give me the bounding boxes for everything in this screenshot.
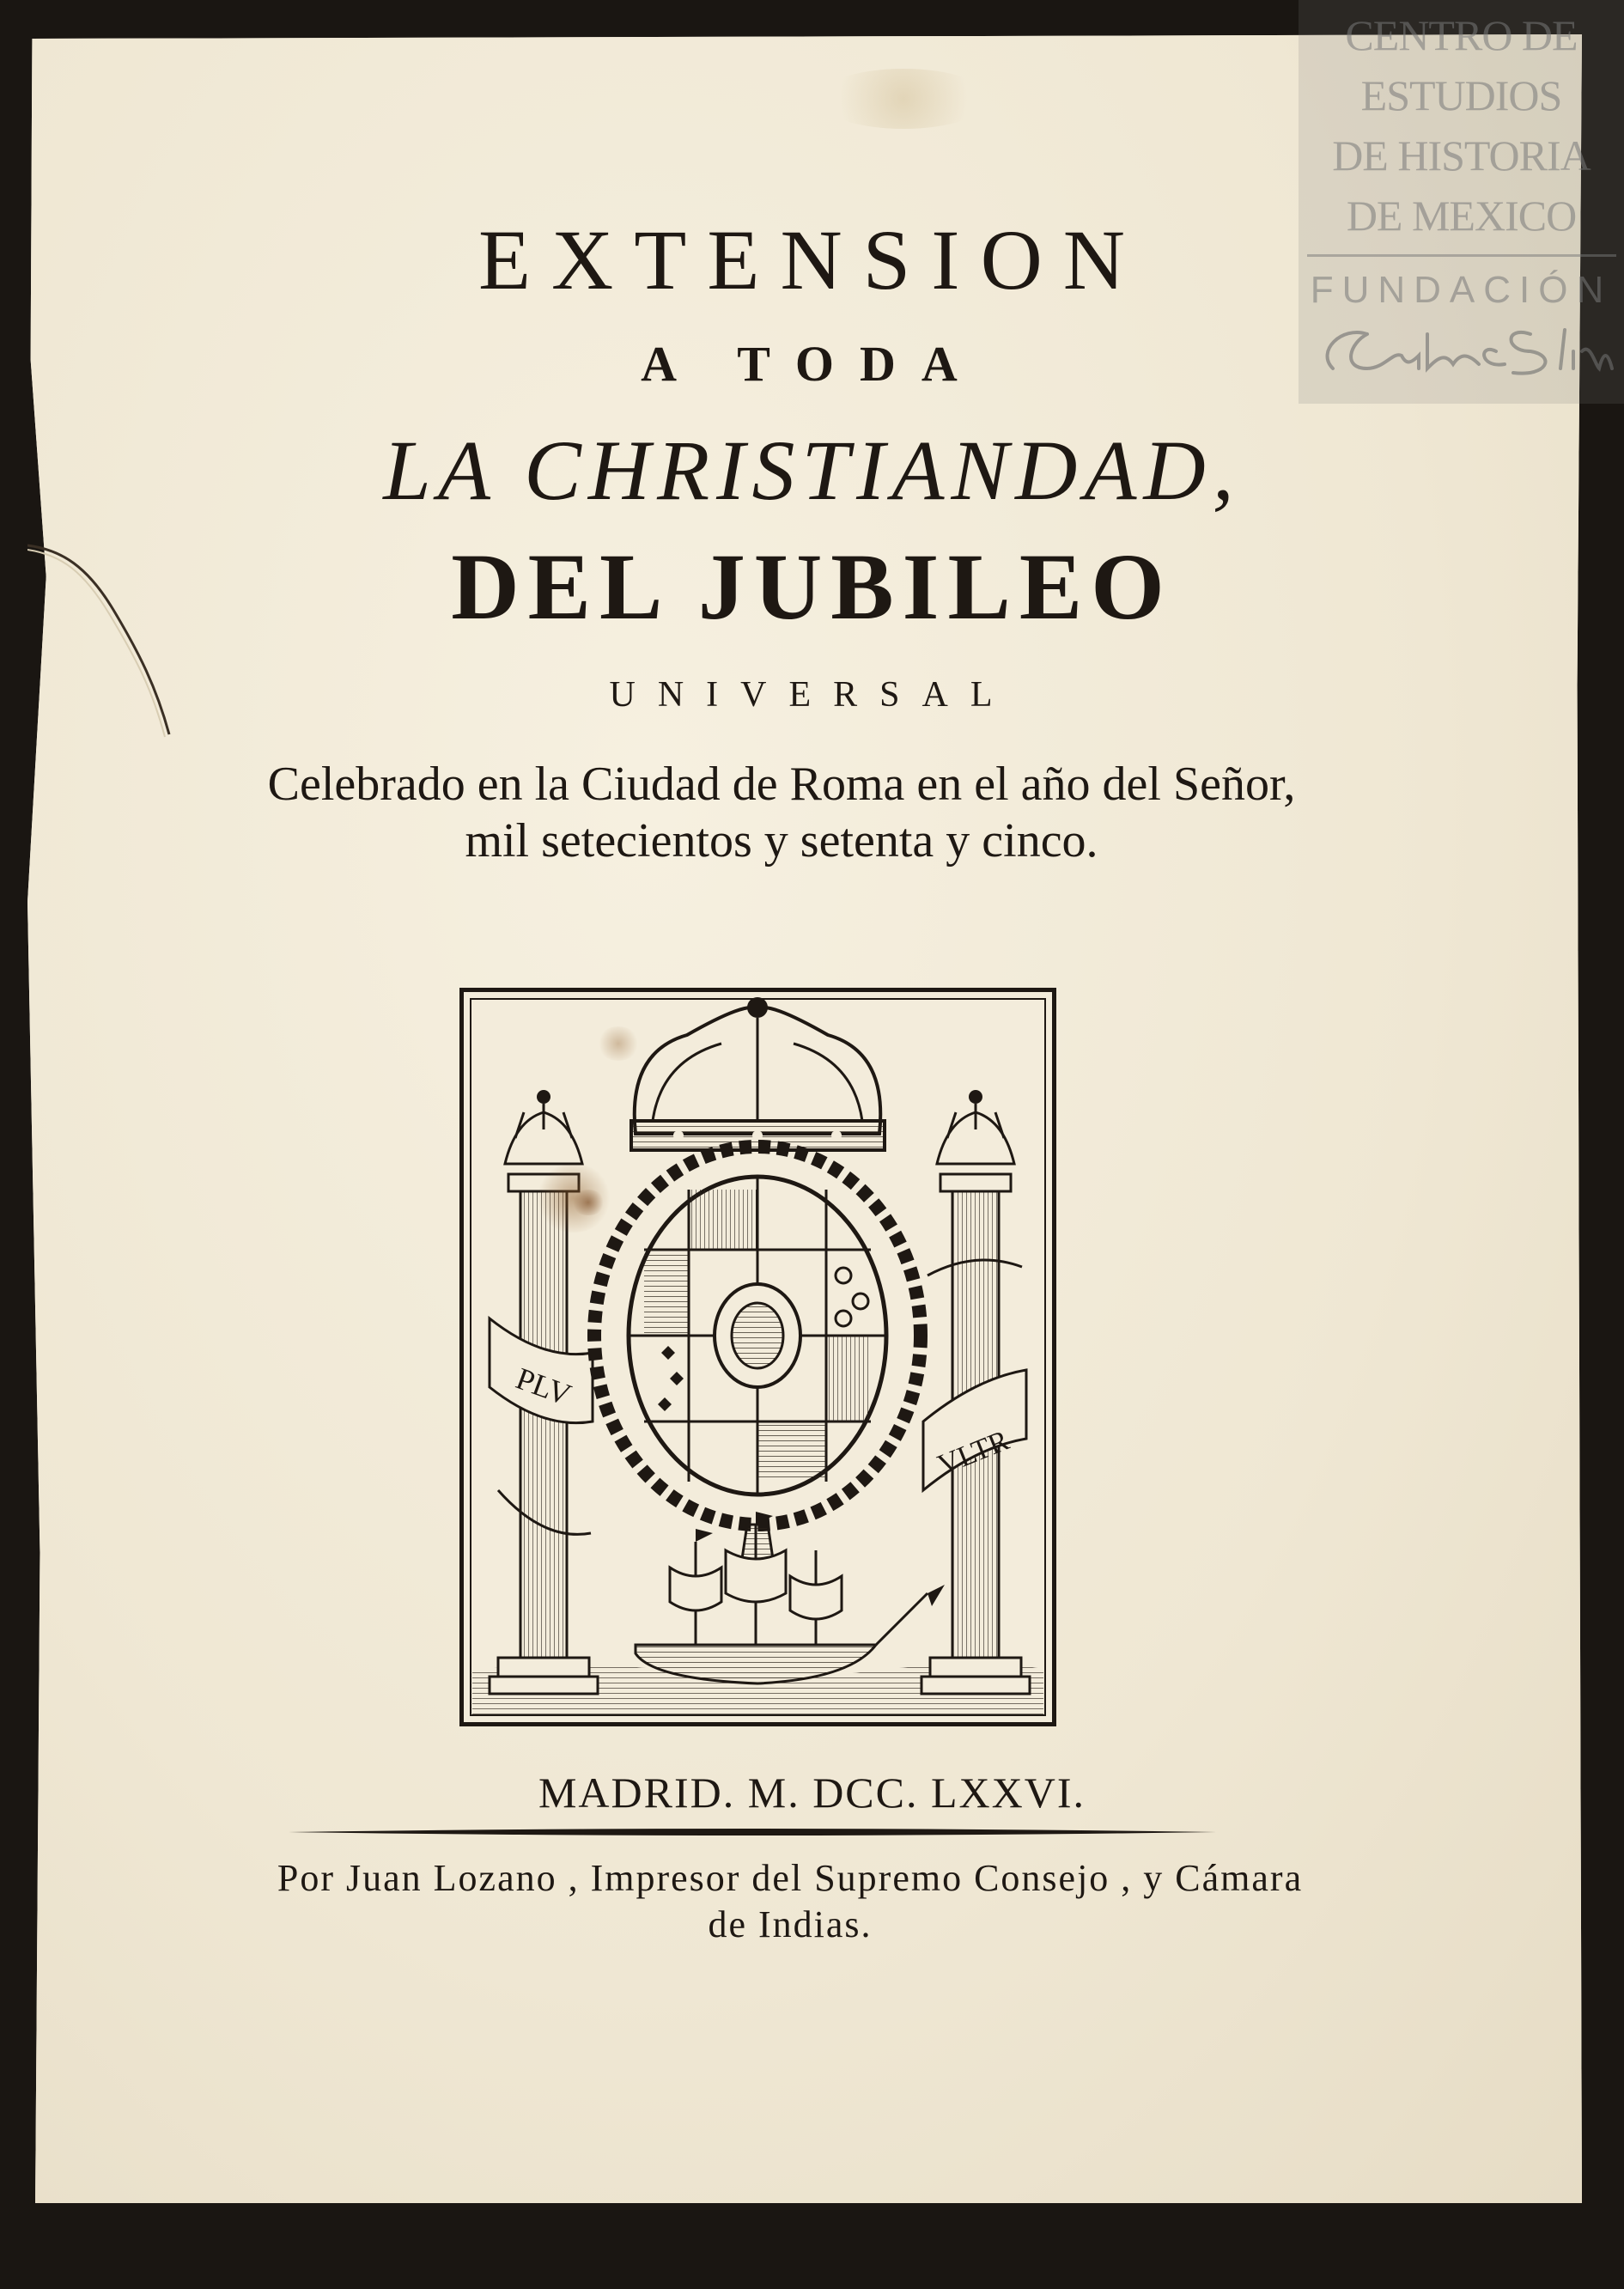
title-jubileo: DEL JUBILEO [451,534,1173,639]
coat-of-arms-icon [464,992,1052,1722]
title-celebrado: Celebrado en la Ciudad de Roma en el año del Señor, mil setecientos y setenta y cinco. [267,758,1296,868]
royal-crown [631,992,885,1150]
watermark-line: DE HISTORIA [1332,131,1591,180]
galleon-ship [636,1512,945,1683]
watermark-foundation: FUNDACIÓN [1310,269,1613,311]
title-universal: UNIVERSAL [609,675,1015,715]
watermark-line: CENTRO DE [1345,11,1578,59]
title-a-toda: A TODA [641,336,983,392]
imprint-place-date: MADRID. M. DCC. LXXVI. [538,1768,1086,1817]
motto-right: VLTR [933,1424,1014,1482]
imprint-printer: Por Juan Lozano , Impresor del Supremo Consejo , y Cámara de Indias. [277,1857,1304,1945]
title-extension: EXTENSION [477,212,1147,307]
title-christiandad: LA CHRISTIANDAD, [383,423,1241,518]
watermark-line: DE MEXICO [1346,192,1577,240]
watermark-line: ESTUDIOS [1360,71,1562,119]
right-pillar [921,1090,1030,1694]
motto-left: PLV [511,1361,576,1413]
paper-stain [818,69,989,129]
printer-rule [289,1825,1216,1839]
royal-coat-of-arms-woodcut [459,988,1056,1726]
